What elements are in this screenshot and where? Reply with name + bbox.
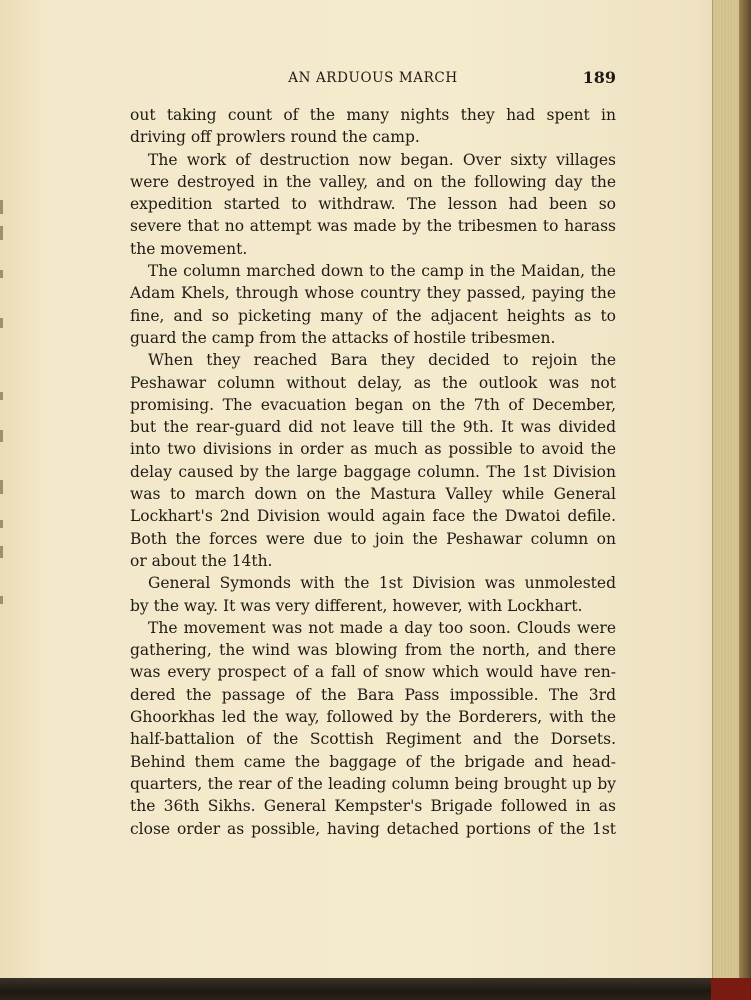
text-line: The work of destruction now began. Over sixty villages (148, 150, 616, 169)
gutter-marks (0, 0, 10, 1000)
book-cover-edge (739, 0, 751, 1000)
text-line: Lockhart's 2nd Division would again face the Dwatoi defile. (130, 507, 616, 526)
page-number: 189 (582, 68, 616, 87)
text-line: When they reached Bara they decided to rejoin the (148, 351, 616, 370)
text-line: Ghoorkhas led the way, followed by the Borderers, with the (130, 708, 616, 727)
text-line: was to march down on the Mastura Valley while General (130, 485, 616, 504)
text-line: quarters, the rear of the leading column being brought up by (130, 774, 616, 793)
text-line: Adam Khels, through whose country they passed, paying the (130, 284, 616, 303)
text-line: delay caused by the large baggage column. The 1st Division (130, 462, 616, 481)
text-line: close order as possible, having detached portions of the 1st (130, 819, 616, 838)
text-line: gathering, the wind was blowing from the north, and there (130, 641, 616, 660)
text-line: The movement was not made a day too soon. Clouds were (148, 618, 616, 637)
text-line: Both the forces were due to join the Peshawar column on (130, 529, 616, 548)
text-line: half-battalion of the Scottish Regiment and the Dorsets. (130, 730, 616, 749)
text-line: but the rear-guard did not leave till the 9th. It was divided (130, 418, 616, 437)
text-line: dered the passage of the Bara Pass impossible. The 3rd (130, 685, 616, 704)
text-line: guard the camp from the attacks of hostile tribesmen. (130, 328, 556, 347)
text-line: General Symonds with the 1st Division was unmolested (148, 574, 616, 593)
page-header (130, 68, 616, 90)
text-line: driving off prowlers round the camp. (130, 128, 420, 147)
text-line: Behind them came the baggage of the brigade and head- (130, 752, 616, 771)
book-bottom-edge (0, 978, 751, 1000)
book-corner-accent (711, 978, 751, 1000)
text-line: by the way. It was very different, however, with Lockhart. (130, 596, 583, 615)
text-line: fine, and so picketing many of the adjacent heights as to (130, 306, 616, 325)
text-line: Peshawar column without delay, as the outlook was not (130, 373, 616, 392)
text-line: or about the 14th. (130, 551, 273, 570)
body-text (130, 104, 616, 840)
text-line: the 36th Sikhs. General Kempster's Brigade followed in as (130, 797, 616, 816)
text-line: were destroyed in the valley, and on the following day the (130, 172, 616, 191)
text-line: promising. The evacuation began on the 7th of December, (130, 395, 616, 414)
text-line: severe that no attempt was made by the tribesmen to harass (130, 217, 616, 236)
text-line: expedition started to withdraw. The lesson had been so (130, 195, 616, 214)
text-line: The column marched down to the camp in the Maidan, the (148, 262, 616, 281)
text-line: the movement. (130, 239, 248, 258)
text-line: out taking count of the many nights they had spent in (130, 106, 616, 124)
text-line: was every prospect of a fall of snow which would have ren- (130, 663, 616, 682)
text-line: into two divisions in order as much as possible to avoid the (130, 440, 616, 459)
running-title: AN ARDUOUS MARCH (288, 70, 458, 86)
